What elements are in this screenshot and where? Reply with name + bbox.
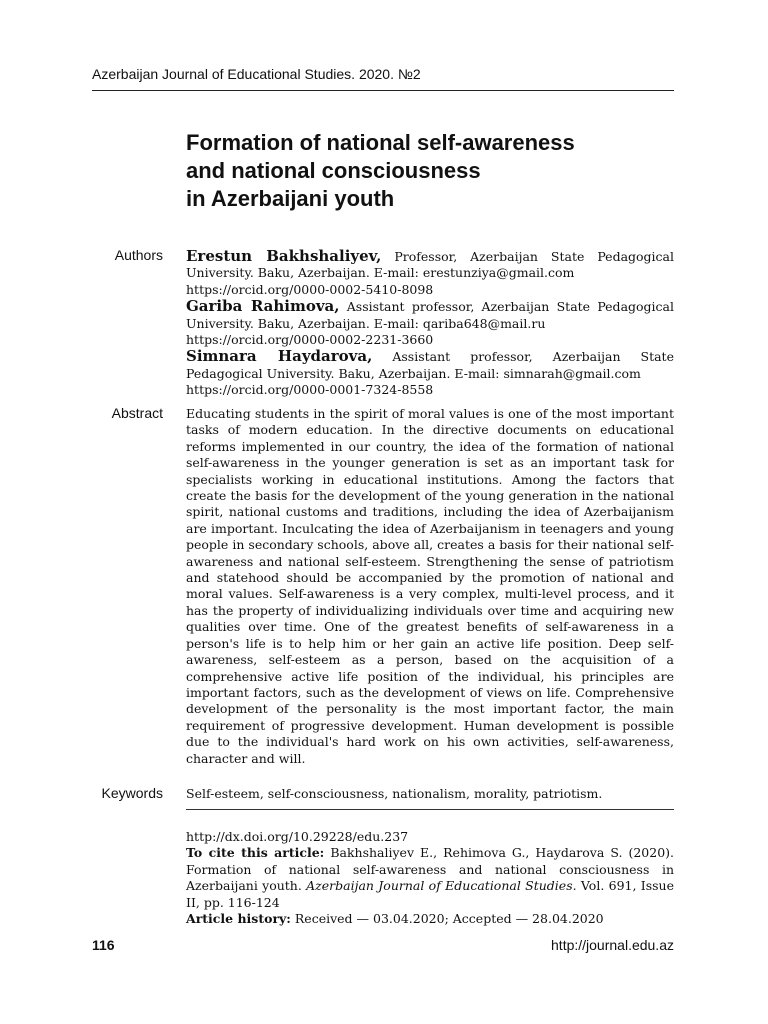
doi-link[interactable]: http://dx.doi.org/10.29228/edu.237 — [186, 829, 409, 844]
author-name: Gariba Rahimova, — [186, 297, 340, 316]
author-details: Assistant professor, Azerbaijan State Pedagogical University. Baku, Azerbaijan. E-mail: simnarah@gmail.com — [186, 349, 674, 381]
keywords-section — [186, 786, 674, 802]
abstract-section — [186, 406, 674, 767]
header-divider — [92, 90, 674, 91]
cite-volume: Vol. 691, Issue II, pp. 116-124 — [186, 878, 674, 910]
authors-label: Authors — [114, 247, 163, 263]
author-entry — [186, 298, 674, 348]
author-orcid[interactable]: https://orcid.org/0000-0001-7324-8558 — [186, 382, 434, 398]
article-history — [186, 911, 674, 927]
history-label: Article history: — [186, 911, 291, 927]
author-orcid[interactable]: https://orcid.org/0000-0002-5410-8098 — [186, 281, 434, 297]
author-entry — [186, 248, 674, 298]
cite-this-article — [186, 845, 674, 911]
title-line: Formation of national self-awareness — [186, 130, 575, 155]
author-details: Professor, Azerbaijan State Pedagogical University. Baku, Azerbaijan. E-mail: erestunziya@gmail.com — [186, 249, 674, 281]
cite-journal: Azerbaijan Journal of Educational Studies. — [306, 878, 577, 894]
running-header: Azerbaijan Journal of Educational Studies. 2020. №2 — [92, 66, 421, 82]
article-title — [186, 129, 686, 213]
author-details: Assistant professor, Azerbaijan State Pedagogical University. Baku, Azerbaijan. E-mail: qariba648@mail.ru — [186, 299, 674, 331]
authors-section — [186, 248, 674, 399]
author-name: Simnara Haydarova, — [186, 347, 373, 366]
abstract-text: Educating students in the spirit of moral values is one of the most important tasks of modern education. In the directive documents on educational reforms implemented in our country, the idea of the formation of national self-awareness in the younger generation is set as an important task for specialists working in educational institutions. Among the factors that create the basis for the development of the young generation in the national spirit, national customs and traditions, including the idea of Azerbaijanism are important. Inculcating the idea of Azerbaijanism in teenagers and young people in secondary schools, above all, creates a basis for their national self-awareness and national self-esteem. Strengthening the sense of patriotism and statehood should be accompanied by the promotion of national and moral values. Self-awareness is a very complex, multi-level process, and it has the property of individualizing individuals over time and acquiring new qualities over time. One of the greatest benefits of self-awareness in a person's life is to help him or her gain an active life position. Deep self-awareness, self-esteem as a person, based on the acquisition of a comprehensive active life position of the individual, his principles are important factors, such as the development of views on life. Comprehensive development of the personality is the most important factor, the main requirement of progressive development. Human development is possible due to the individual's hard work on his own activities, self-awareness, character and will. — [186, 406, 674, 766]
keywords-label: Keywords — [101, 785, 163, 801]
abstract-label: Abstract — [111, 405, 163, 421]
journal-url[interactable]: http://journal.edu.az — [551, 937, 674, 953]
keywords-text: Self-esteem, self-consciousness, nationalism, morality, patriotism. — [186, 786, 603, 801]
history-text: Received — 03.04.2020; Accepted — 28.04.2020 — [290, 911, 604, 927]
cite-text: Bakhshaliyev E., Rehimova G., Haydarova S. (2020). Formation of national self-awareness and national consciousness in Azerbaijani youth. — [186, 845, 674, 894]
author-name: Erestun Bakhshaliyev, — [186, 247, 382, 265]
citation-block — [186, 829, 674, 927]
title-line: and national consciousness — [186, 158, 481, 183]
author-entry — [186, 348, 674, 398]
page-number: 116 — [92, 937, 115, 953]
keywords-divider — [186, 809, 674, 810]
title-line: in Azerbaijani youth — [186, 186, 395, 211]
cite-label: To cite this article: — [186, 845, 325, 861]
author-orcid[interactable]: https://orcid.org/0000-0002-2231-3660 — [186, 332, 434, 348]
